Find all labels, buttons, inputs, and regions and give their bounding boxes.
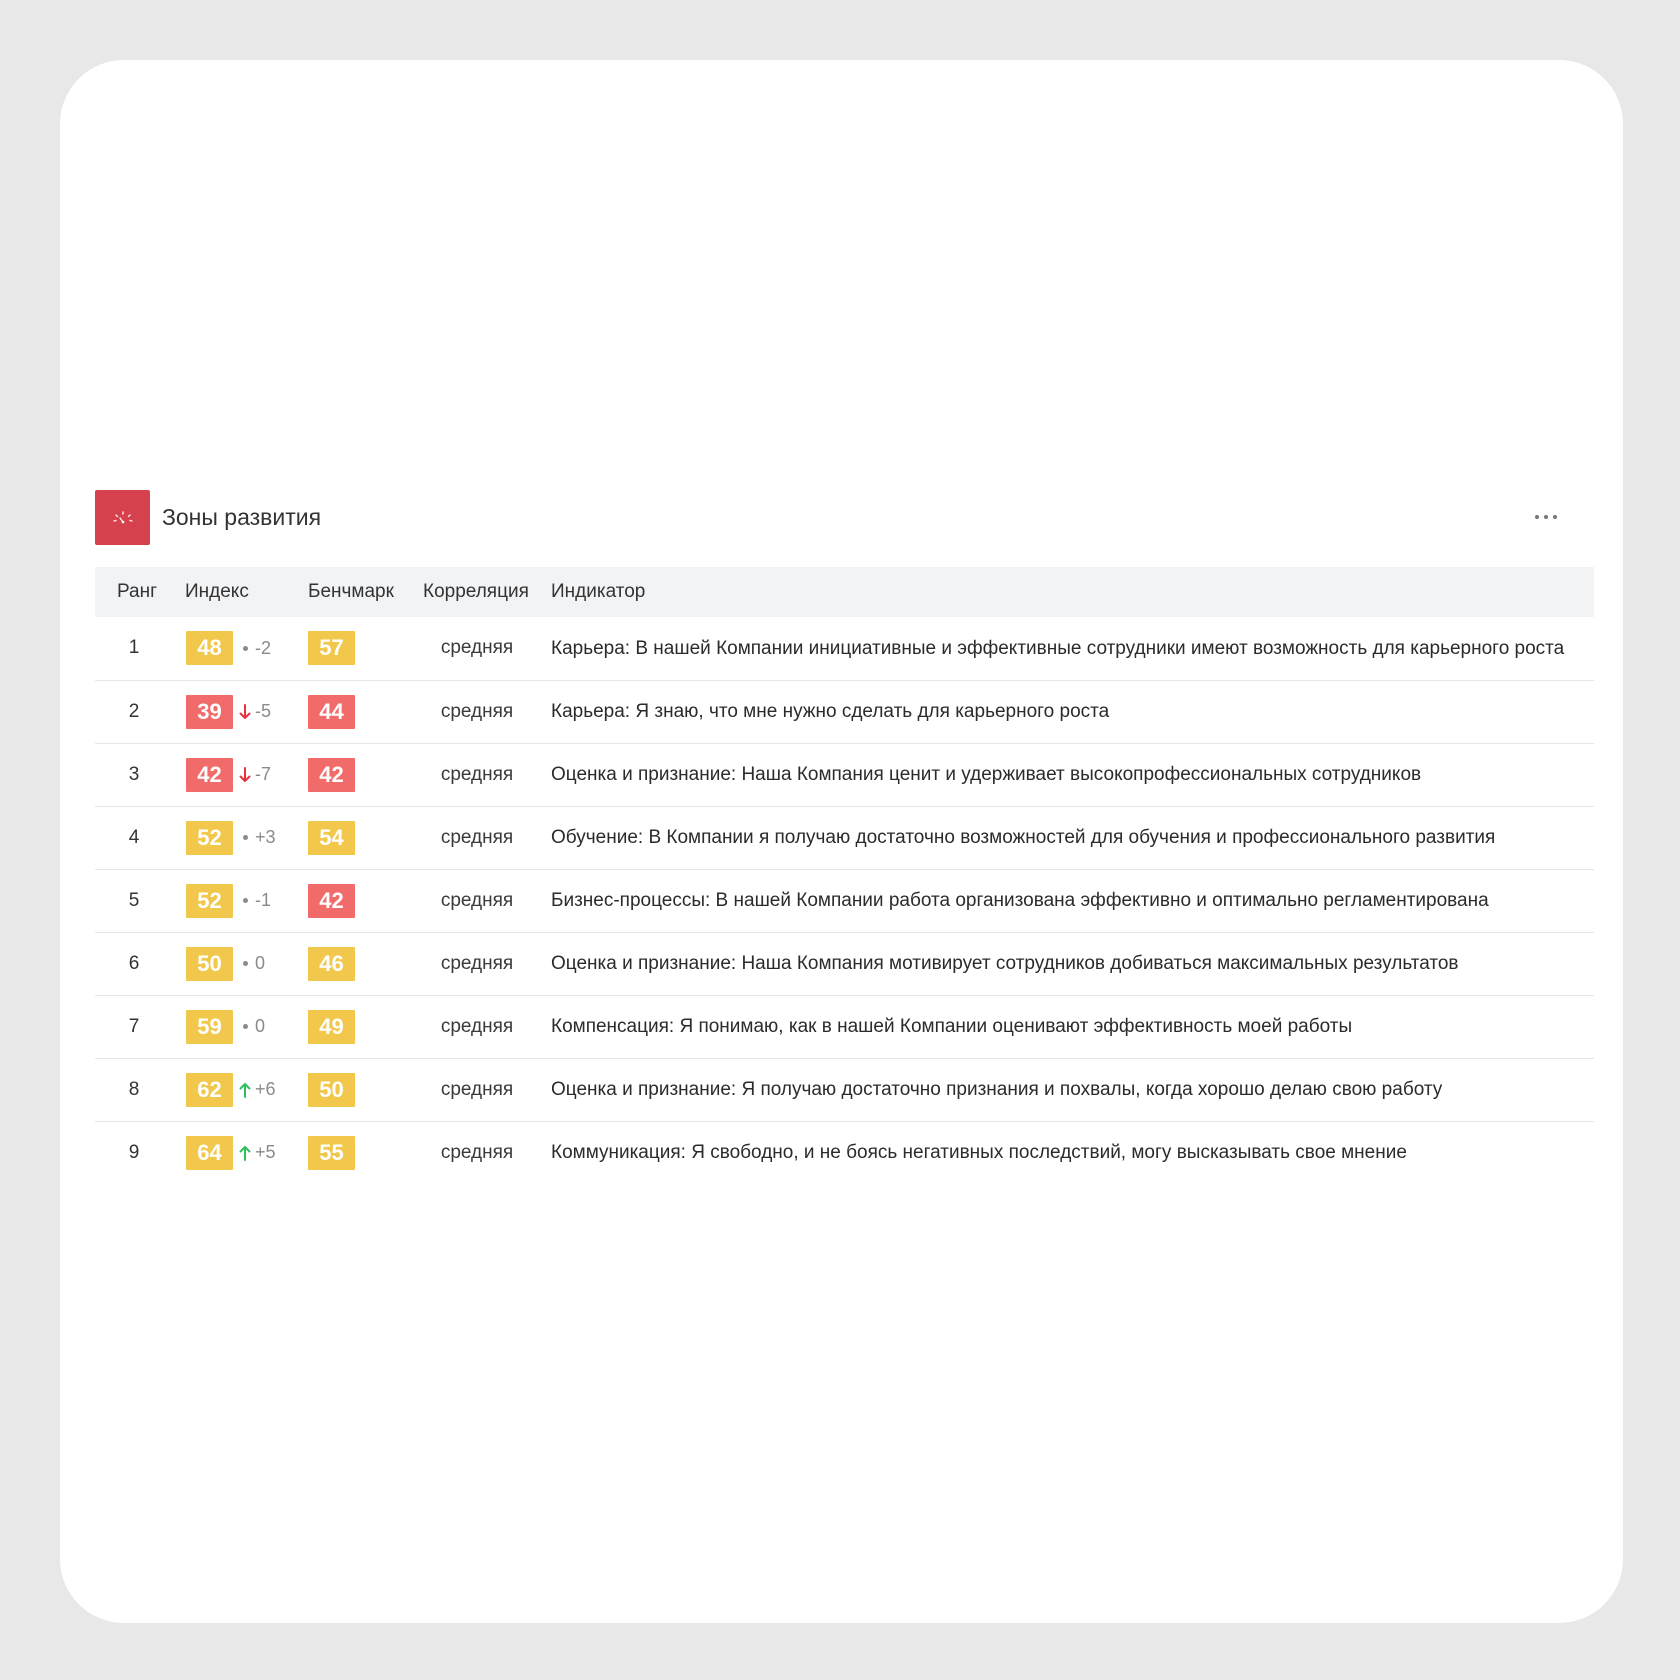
index-delta: -1: [255, 890, 272, 910]
indicator-cell: Карьера: Я знаю, что мне нужно сделать для карьерного роста: [551, 701, 1110, 722]
correlation-cell: средняя: [440, 700, 514, 722]
benchmark-badge: 46: [308, 947, 355, 981]
table-row[interactable]: [95, 806, 1594, 869]
index-badge: 59: [186, 1010, 233, 1044]
rank-cell: 9: [128, 1141, 140, 1163]
benchmark-badge: 55: [308, 1136, 355, 1170]
indicator-cell: Оценка и признание: Наша Компания мотивирует сотрудников добиваться максимальных результатов: [551, 953, 1459, 974]
index-delta: 0: [255, 953, 266, 973]
benchmark-badge: 57: [308, 631, 355, 665]
benchmark-cell: [308, 869, 423, 932]
benchmark-cell: [308, 806, 423, 869]
widget-header: [95, 490, 1594, 545]
correlation-cell: средняя: [440, 637, 514, 659]
correlation-cell: средняя: [440, 763, 514, 785]
correlation-cell: средняя: [440, 826, 514, 848]
index-cell: [185, 932, 308, 995]
index-cell: [185, 617, 308, 680]
card: [60, 60, 1623, 1623]
indicator-cell: Обучение: В Компании я получаю достаточно возможностей для обучения и профессионального развития: [551, 827, 1496, 848]
table-row[interactable]: [95, 680, 1594, 743]
index-delta: +3: [255, 827, 276, 847]
trend-up-arrow-icon: [238, 1145, 252, 1161]
table-header-row: [95, 567, 1594, 617]
index-badge: 39: [186, 695, 233, 729]
rank-cell: 2: [128, 700, 140, 722]
development-zones-table: [95, 567, 1594, 1184]
header-index[interactable]: Индекс: [185, 581, 249, 602]
indicator-cell: Бизнес-процессы: В нашей Компании работа организована эффективно и оптимально регламентирована: [551, 890, 1489, 911]
index-delta: -2: [255, 637, 272, 658]
index-cell: [185, 1121, 308, 1184]
benchmark-cell: [308, 995, 423, 1058]
index-badge: 48: [186, 631, 233, 665]
indicator-cell: Карьера: В нашей Компании инициативные и эффективные сотрудники имеют возможность для карьерного роста: [551, 637, 1565, 659]
more-options-button[interactable]: [1528, 502, 1564, 532]
rank-cell: 5: [128, 889, 140, 911]
widget-development-zones: [95, 490, 1594, 1184]
index-cell: [185, 806, 308, 869]
benchmark-badge: 54: [308, 821, 355, 855]
index-badge: 50: [186, 947, 233, 981]
trend-neutral-dot-icon: [238, 898, 252, 903]
rank-cell: 1: [128, 637, 140, 659]
benchmark-badge: 49: [308, 1010, 355, 1044]
trend-up-arrow-icon: [238, 1082, 252, 1098]
correlation-cell: средняя: [440, 952, 514, 974]
index-cell: [185, 1058, 308, 1121]
index-badge: 52: [186, 884, 233, 918]
trend-down-arrow-icon: [238, 767, 252, 783]
benchmark-badge: 44: [308, 695, 355, 729]
index-cell: [185, 869, 308, 932]
index-badge: 42: [186, 758, 233, 792]
benchmark-cell: [308, 680, 423, 743]
table-row[interactable]: [95, 1121, 1594, 1184]
trend-down-arrow-icon: [238, 704, 252, 720]
benchmark-cell: [308, 1121, 423, 1184]
correlation-cell: средняя: [440, 1141, 514, 1163]
index-badge: 52: [186, 821, 233, 855]
table-row[interactable]: [95, 932, 1594, 995]
indicator-cell: Оценка и признание: Я получаю достаточно признания и похвалы, когда хорошо делаю свою работу: [551, 1079, 1443, 1100]
widget-title: Зоны развития: [162, 504, 322, 530]
correlation-cell: средняя: [440, 889, 514, 911]
trend-neutral-dot-icon: [238, 1024, 252, 1029]
correlation-cell: средняя: [440, 1015, 514, 1037]
table-row[interactable]: [95, 743, 1594, 806]
benchmark-badge: 50: [308, 1073, 355, 1107]
header-rank[interactable]: Ранг: [117, 581, 158, 602]
trend-neutral-dot-icon: [238, 835, 252, 840]
index-cell: [185, 680, 308, 743]
trend-neutral-dot-icon: [238, 961, 252, 966]
table-row[interactable]: [95, 869, 1594, 932]
rank-cell: 6: [128, 952, 140, 974]
index-cell: [185, 743, 308, 806]
gauge-icon: [95, 490, 150, 545]
index-delta: +5: [255, 1142, 276, 1163]
index-badge: 62: [186, 1073, 233, 1107]
rank-cell: 8: [128, 1078, 140, 1100]
index-badge: 64: [186, 1136, 233, 1170]
rank-cell: 4: [128, 826, 140, 848]
index-cell: [185, 995, 308, 1058]
index-delta: -5: [255, 701, 272, 721]
benchmark-cell: [308, 617, 423, 680]
benchmark-cell: [308, 743, 423, 806]
trend-neutral-dot-icon: [238, 646, 252, 651]
more-dots-icon: [1534, 514, 1558, 520]
rank-cell: 7: [128, 1015, 140, 1037]
header-benchmark[interactable]: Бенчмарк: [308, 581, 394, 602]
index-delta: 0: [255, 1016, 266, 1036]
header-indicator[interactable]: Индикатор: [551, 581, 646, 602]
index-delta: +6: [255, 1079, 276, 1099]
rank-cell: 3: [128, 763, 140, 785]
indicator-cell: Оценка и признание: Наша Компания ценит и удерживает высокопрофессиональных сотрудников: [551, 764, 1422, 785]
benchmark-badge: 42: [308, 758, 355, 792]
benchmark-badge: 42: [308, 884, 355, 918]
header-correlation[interactable]: Корреляция: [423, 581, 529, 602]
table-row[interactable]: [95, 617, 1594, 680]
table-row[interactable]: [95, 1058, 1594, 1121]
indicator-cell: Компенсация: Я понимаю, как в нашей Компании оценивают эффективность моей работы: [551, 1016, 1353, 1037]
benchmark-cell: [308, 932, 423, 995]
indicator-cell: Коммуникация: Я свободно, и не боясь негативных последствий, могу высказывать свое мнение: [551, 1142, 1407, 1164]
benchmark-cell: [308, 1058, 423, 1121]
table-row[interactable]: [95, 995, 1594, 1058]
correlation-cell: средняя: [440, 1078, 514, 1100]
index-delta: -7: [255, 764, 272, 784]
